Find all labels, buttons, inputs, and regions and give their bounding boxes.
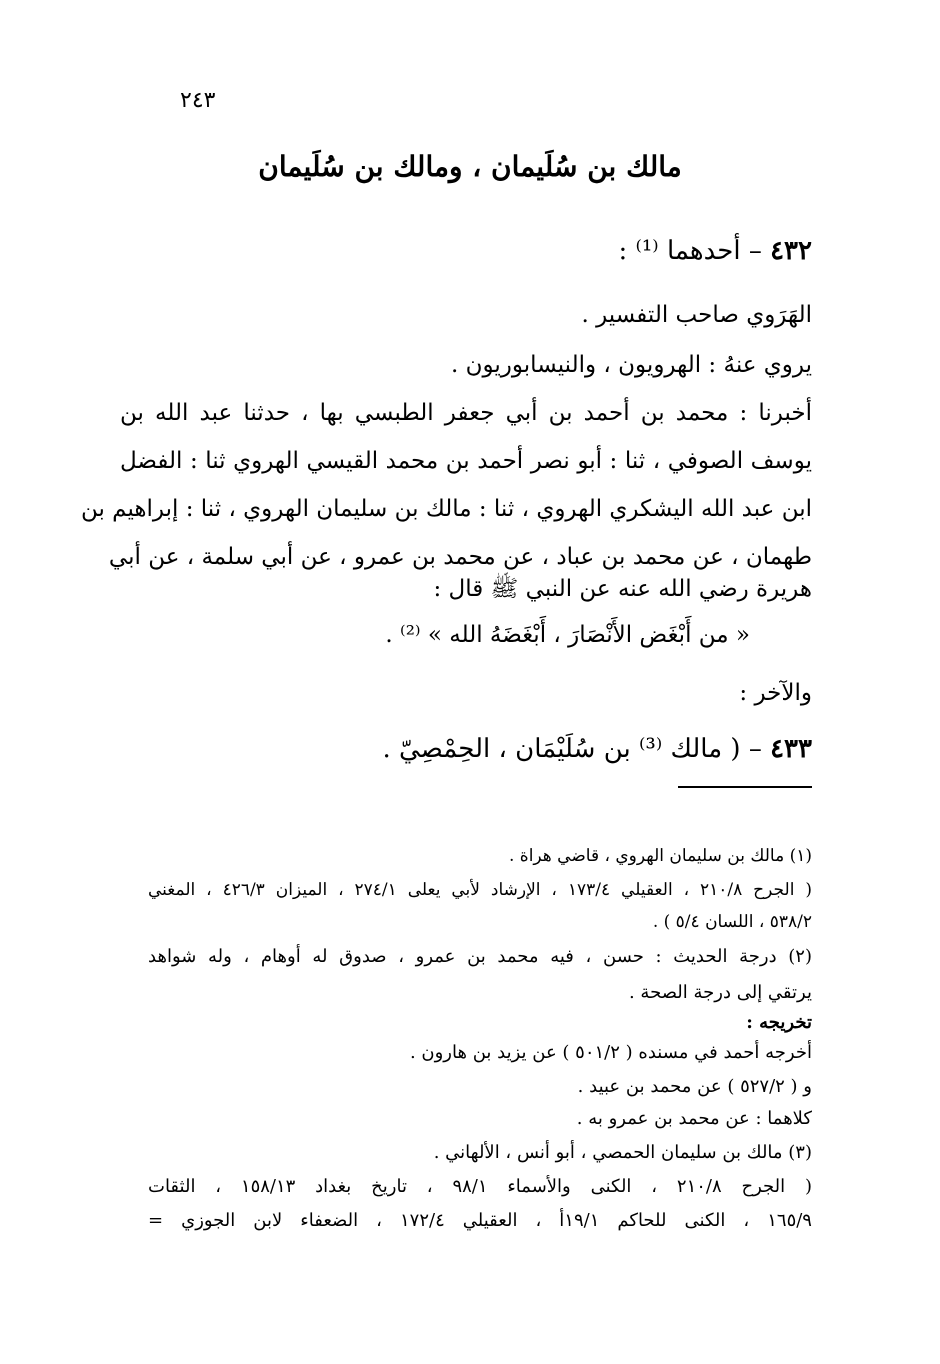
isnad-line-4: طهمان ، عن محمد بن عباد ، عن محمد بن عمرو ، عن أبي سلمة ، عن أبي (108, 544, 812, 570)
footnote-separator (678, 786, 812, 788)
footnote-1-line-2: ( الجرح ٢١٠/٨ ، العقيلي ١٧٣/٤ ، الإرشاد لأبي يعلى ٢٧٤/١ ، الميزان ٤٢٦/٣ ، المغني (148, 880, 812, 900)
body-line-2: يروي عنهُ : الهرويون ، والنيسابوريون . (451, 352, 812, 378)
other-label: والآخر : (739, 680, 812, 706)
entry-432-text: – أحدهما ⁽¹⁾ : (618, 236, 762, 266)
body-line-1: الهَرَوي صاحب التفسير . (581, 302, 812, 328)
footnote-2-line-5: كلاهما : عن محمد بن عمرو به . (576, 1108, 812, 1129)
page-number: ٢٤٣ (180, 88, 216, 113)
page-title: مالك بن سُلَيمان ، ومالك بن سُلَيمان (258, 150, 682, 183)
footnote-3-line-3: ١٦٥/٩ ، الكنى للحاكم ١٩/١أ ، العقيلي ١٧٢/٤ ، الضعفاء لابن الجوزي = (148, 1210, 812, 1231)
isnad-line-5: هريرة رضي الله عنه عن النبي ﷺ قال : (433, 576, 812, 602)
footnote-3-line-2: ( الجرح ٢١٠/٨ ، الكنى والأسماء ٩٨/١ ، تاريخ بغداد ١٥٨/١٣ ، الثقات (148, 1176, 812, 1197)
footnote-2-line-4: و ( ٥٢٧/٢ ) عن محمد بن عبيد . (577, 1076, 812, 1097)
footnote-2-takhrij-label: تخريجه : (746, 1012, 812, 1033)
entry-432-number: ٤٣٢ (770, 236, 812, 266)
footnote-2-line-1: (٢) درجة الحديث : حسن ، فيه محمد بن عمرو ، صدوق له أوهام ، وله شواهد (148, 946, 812, 967)
entry-433-text: – ( مالك ⁽³⁾ بن سُلَيْمَان ، الحِمْصِيّ . (382, 734, 762, 764)
isnad-line-1: أخبرنا : محمد بن أحمد بن أبي جعفر الطبسي بها ، حدثنا عبد الله بن (120, 400, 812, 426)
footnote-3-line-1: (٣) مالك بن سليمان الحمصي ، أبو أنس ، الألهاني . (433, 1142, 812, 1163)
hadith-text: « من أَبْغَض الأَنْصَارَ ، أَبْغَضَهُ الله » ⁽²⁾ . (385, 622, 750, 648)
entry-433-number: ٤٣٣ (770, 734, 812, 764)
isnad-line-3: ابن عبد الله اليشكري الهروي ، ثنا : مالك بن سليمان الهروي ، ثنا : إبراهيم بن (80, 496, 812, 522)
footnote-2-line-2: يرتقي إلى درجة الصحة . (628, 982, 812, 1003)
entry-432 (618, 236, 812, 266)
footnote-2-line-3: أخرجه أحمد في مسنده ( ٥٠١/٢ ) عن يزيد بن هارون . (409, 1042, 812, 1063)
footnote-1-line-3: ٥٣٨/٢ ، اللسان ٥/٤ ) . (652, 912, 812, 932)
entry-433 (383, 734, 812, 764)
footnote-1-line-1: (١) مالك بن سليمان الهروي ، قاضي هراة . (508, 846, 812, 866)
isnad-line-2: يوسف الصوفي ، ثنا : أبو نصر أحمد بن محمد القيسي الهروي ثنا : الفضل (120, 448, 812, 474)
